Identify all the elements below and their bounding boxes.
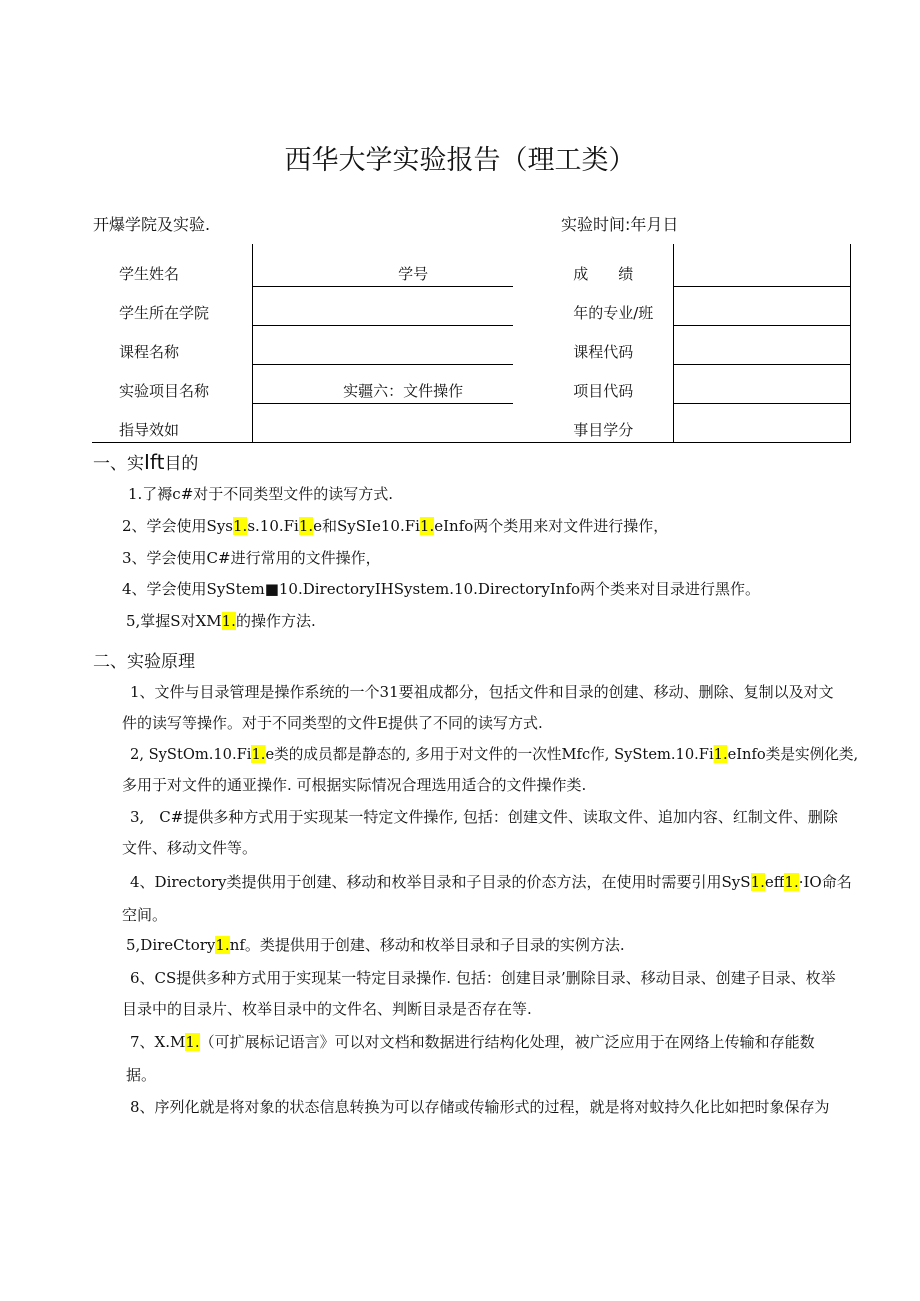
table-row (92, 364, 851, 403)
student-name-label: 学生姓名 (119, 265, 180, 283)
principle-1-line-1: 1、文件与目录管理是操作系统的一个31要祖成都分，包括文件和目录的创建、移动、删除、复制以及对文 (130, 683, 834, 701)
section-1-heading: 一、实Ift目的 (93, 450, 199, 474)
course-name-label: 课程名称 (119, 343, 180, 361)
principle-7-line-2: 据。 (126, 1066, 157, 1084)
instructor-label: 指导效如 (92, 403, 252, 442)
purpose-item-4: 4、学会使用SyStem■10.DirectoryIHSystem.10.DirectoryInfo两个类来对目录进行黑作。 (122, 580, 761, 598)
purpose-item-3: 3、学会使用C#进行常用的文件操作， (122, 549, 381, 567)
table-row (92, 244, 851, 286)
principle-5: 5,DireCtory1.nf。类提供用于创建、移动和枚举目录和子目录的实例方法. (126, 936, 625, 954)
project-code-label: 项目代码 (573, 382, 634, 400)
instructor-value (252, 403, 513, 442)
project-name-label: 实验项目名称 (119, 382, 210, 400)
table-row (92, 403, 851, 442)
course-code-value (674, 325, 851, 364)
principle-7-line-1: 7、X.M1.（可扩展标记语言》可以对文档和数据进行结构化处理，被广泛应用于在网络上传输和存能数 (130, 1033, 815, 1051)
principle-1-line-2: 件的读写等操作。对于不同类型的文件E提供了不同的读写方式. (122, 714, 543, 732)
course-code-label: 课程代码 (573, 343, 634, 361)
principle-4-line-1: 4、Directory类提供用于创建、移动和枚举目录和子目录的价态方法，在使用时需要引用SyS1.eff1.·IO命名 (130, 873, 852, 891)
table-row (92, 325, 851, 364)
college-label-cell: 学生所在学院 (119, 304, 210, 322)
student-info-table (92, 244, 851, 443)
major-class-value (674, 286, 851, 325)
table-row (92, 286, 851, 325)
purpose-item-1: 1.了褥c#对于不同类型文件的读写方式. (128, 485, 394, 503)
grade-value (674, 244, 851, 286)
grade-label: 成 绩 (573, 265, 634, 283)
credits-label: 事目学分 (513, 403, 673, 442)
principle-8-line-1: 8、序列化就是将对象的状态信息转换为可以存储或传输形式的过程，就是将对蚊持久化比如把时象保存为 (130, 1098, 830, 1116)
principle-3-line-1: 3, C#提供多种方式用于实现某一特定文件操作, 包括：创建文件、读取文件、追加内容、红制文件、删除 (130, 808, 838, 826)
report-title: 西华大学实验报告（理工类） (284, 145, 636, 176)
principle-2-line-1: 2, SyStOm.10.Fi1.e类的成员都是静态的, 多用于对文件的一次性Mfc作, SyStem.10.Fi1.eInfo类是实例化类, (130, 745, 859, 763)
course-name-value (252, 325, 513, 364)
principle-6-line-1: 6、CS提供多种方式用于实现某一特定目录操作. 包括：创建目录’删除目录、移动目录、创建子目录、枚举 (130, 969, 836, 987)
principle-2-line-2: 多用于对文件的通亚操作. 可根据实际情况合理选用适合的文件操作类. (122, 776, 587, 794)
principle-3-line-2: 文件、移动文件等。 (122, 839, 258, 857)
college-label: 开爆学院及实验. (93, 215, 211, 234)
student-id-label: 学号 (252, 244, 513, 286)
purpose-item-2: 2、学会使用Sys1.s.10.Fi1.e和SySIe10.Fi1.eInfo两个类用来对文件进行操作， (122, 517, 669, 535)
project-code-value (674, 364, 851, 403)
purpose-item-5: 5,掌握S对XM1.的操作方法. (126, 612, 316, 630)
major-class-label: 年的专业/班 (573, 304, 654, 322)
principle-4-line-2: 空间。 (122, 906, 168, 924)
principle-6-line-2: 目录中的目录片、枚举目录中的文件名、判断目录是否存在等. (122, 1000, 532, 1018)
section-2-heading: 二、实验原理 (93, 652, 195, 672)
college-value (252, 286, 513, 325)
experiment-time-label: 实验时间:年月日 (561, 215, 679, 234)
project-name-value: 实疆六：文件操作 (252, 364, 513, 403)
credits-value (674, 403, 851, 442)
